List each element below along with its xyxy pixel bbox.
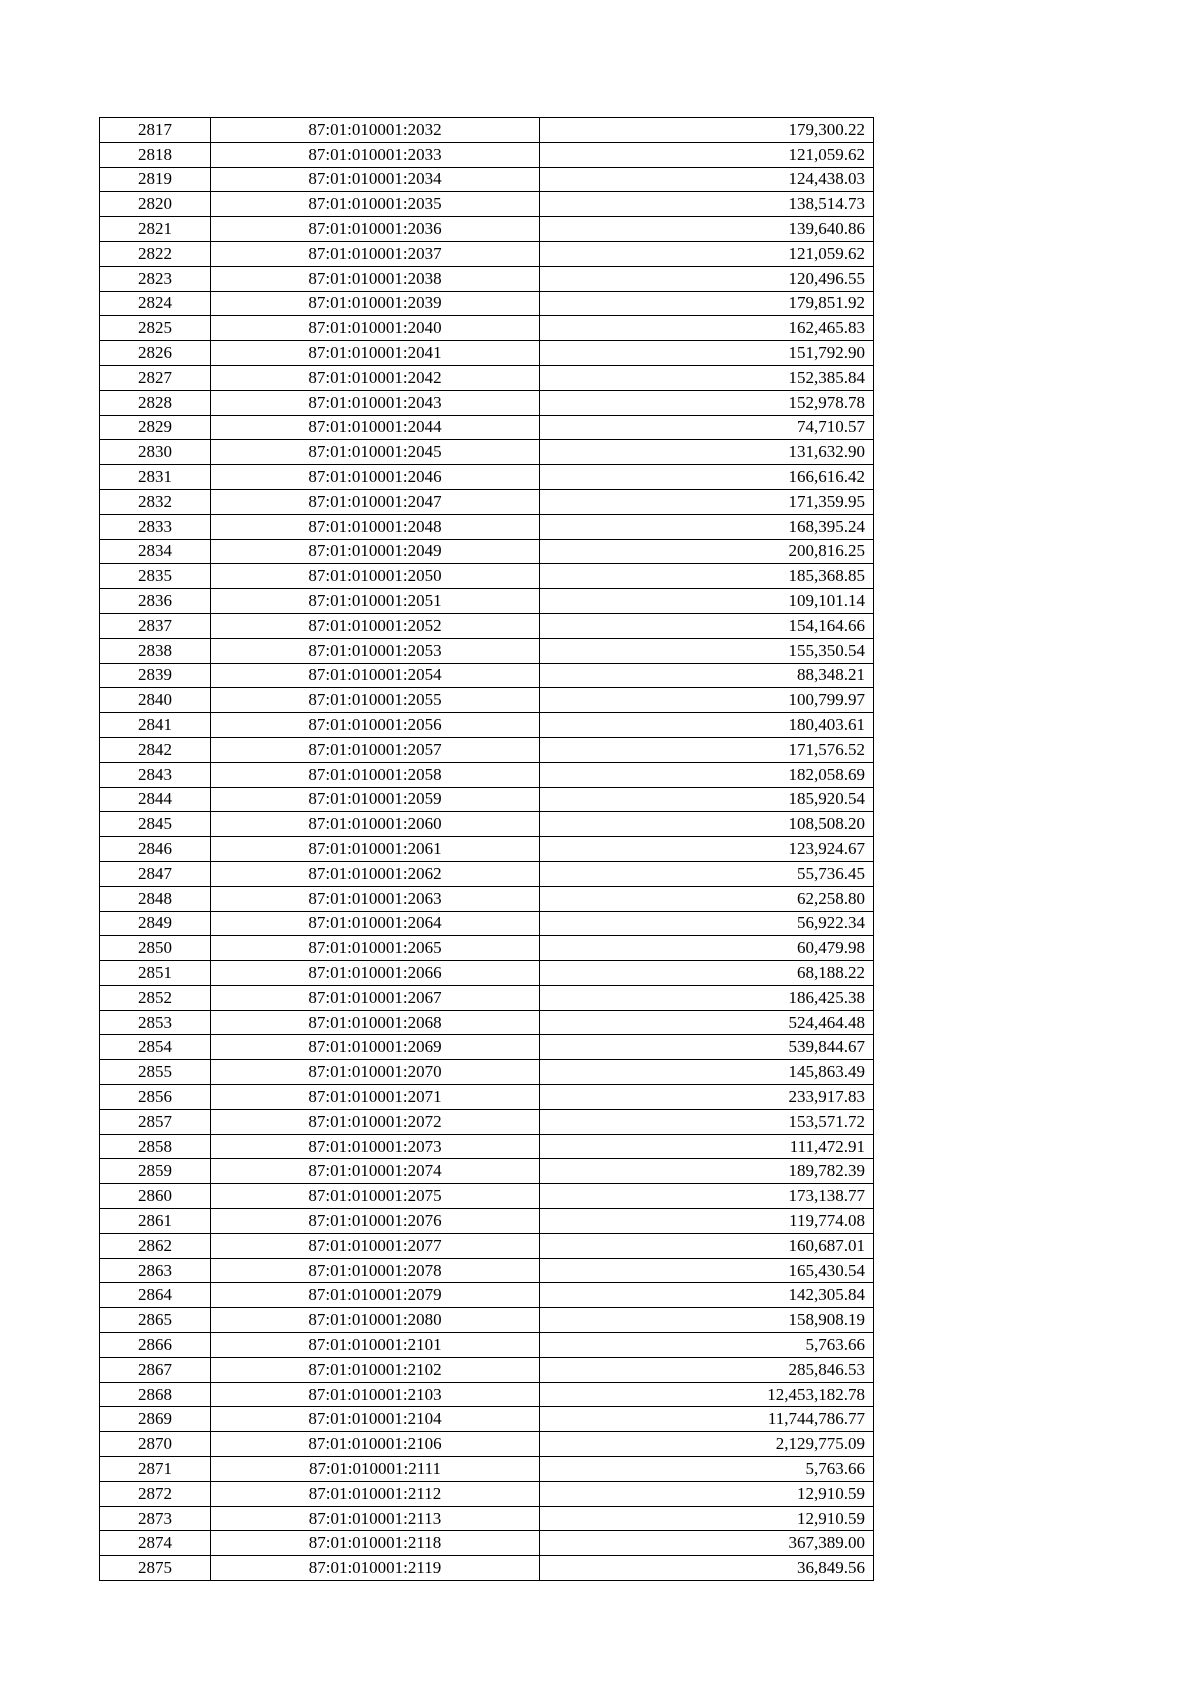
table-row [100, 737, 874, 762]
table-row [100, 1184, 874, 1209]
row-number-cell: 2826 [100, 341, 211, 366]
cadastral-number-cell: 87:01:010001:2062 [211, 861, 540, 886]
table-row [100, 812, 874, 837]
cadastral-value-cell: 12,910.59 [540, 1481, 874, 1506]
cadastral-number-cell: 87:01:010001:2071 [211, 1085, 540, 1110]
cadastral-value-cell: 36,849.56 [540, 1556, 874, 1581]
table-row [100, 1283, 874, 1308]
cadastral-value-cell: 151,792.90 [540, 341, 874, 366]
cadastral-value-cell: 180,403.61 [540, 713, 874, 738]
cadastral-number-cell: 87:01:010001:2032 [211, 118, 540, 143]
row-number-cell: 2853 [100, 1010, 211, 1035]
cadastral-number-cell: 87:01:010001:2101 [211, 1333, 540, 1358]
row-number-cell: 2859 [100, 1159, 211, 1184]
cadastral-number-cell: 87:01:010001:2035 [211, 192, 540, 217]
cadastral-value-cell: 100,799.97 [540, 688, 874, 713]
table-row [100, 1357, 874, 1382]
row-number-cell: 2817 [100, 118, 211, 143]
cadastral-number-cell: 87:01:010001:2041 [211, 341, 540, 366]
cadastral-number-cell: 87:01:010001:2112 [211, 1481, 540, 1506]
row-number-cell: 2856 [100, 1085, 211, 1110]
cadastral-value-cell: 131,632.90 [540, 440, 874, 465]
cadastral-value-cell: 119,774.08 [540, 1209, 874, 1234]
row-number-cell: 2858 [100, 1134, 211, 1159]
table-row [100, 1085, 874, 1110]
table-row [100, 341, 874, 366]
cadastral-value-cell: 12,910.59 [540, 1506, 874, 1531]
cadastral-value-cell: 162,465.83 [540, 316, 874, 341]
cadastral-value-cell: 185,368.85 [540, 564, 874, 589]
row-number-cell: 2851 [100, 961, 211, 986]
table-row [100, 291, 874, 316]
row-number-cell: 2821 [100, 217, 211, 242]
cadastral-number-cell: 87:01:010001:2053 [211, 638, 540, 663]
row-number-cell: 2852 [100, 985, 211, 1010]
table-row [100, 1308, 874, 1333]
table-row [100, 1481, 874, 1506]
table-row [100, 638, 874, 663]
cadastral-value-cell: 5,763.66 [540, 1333, 874, 1358]
cadastral-value-cell: 200,816.25 [540, 539, 874, 564]
row-number-cell: 2819 [100, 167, 211, 192]
cadastral-number-cell: 87:01:010001:2038 [211, 266, 540, 291]
cadastral-value-cell: 123,924.67 [540, 837, 874, 862]
row-number-cell: 2871 [100, 1457, 211, 1482]
cadastral-value-cell: 2,129,775.09 [540, 1432, 874, 1457]
cadastral-value-cell: 152,978.78 [540, 390, 874, 415]
row-number-cell: 2818 [100, 142, 211, 167]
cadastral-value-cell: 185,920.54 [540, 787, 874, 812]
cadastral-value-cell: 524,464.48 [540, 1010, 874, 1035]
cadastral-number-cell: 87:01:010001:2113 [211, 1506, 540, 1531]
row-number-cell: 2842 [100, 737, 211, 762]
cadastral-number-cell: 87:01:010001:2033 [211, 142, 540, 167]
row-number-cell: 2863 [100, 1258, 211, 1283]
cadastral-value-cell: 152,385.84 [540, 365, 874, 390]
table-row [100, 118, 874, 143]
table-body [100, 118, 874, 1581]
cadastral-value-cell: 539,844.67 [540, 1035, 874, 1060]
table-row [100, 1556, 874, 1581]
row-number-cell: 2823 [100, 266, 211, 291]
table-row [100, 1432, 874, 1457]
cadastral-number-cell: 87:01:010001:2048 [211, 514, 540, 539]
cadastral-number-cell: 87:01:010001:2060 [211, 812, 540, 837]
row-number-cell: 2862 [100, 1233, 211, 1258]
row-number-cell: 2869 [100, 1407, 211, 1432]
row-number-cell: 2822 [100, 241, 211, 266]
cadastral-value-cell: 179,300.22 [540, 118, 874, 143]
row-number-cell: 2870 [100, 1432, 211, 1457]
table-row [100, 415, 874, 440]
row-number-cell: 2830 [100, 440, 211, 465]
cadastral-value-cell: 182,058.69 [540, 762, 874, 787]
row-number-cell: 2831 [100, 465, 211, 490]
cadastral-value-cell: 138,514.73 [540, 192, 874, 217]
row-number-cell: 2845 [100, 812, 211, 837]
cadastral-value-cell: 145,863.49 [540, 1060, 874, 1085]
row-number-cell: 2865 [100, 1308, 211, 1333]
cadastral-number-cell: 87:01:010001:2055 [211, 688, 540, 713]
cadastral-number-cell: 87:01:010001:2045 [211, 440, 540, 465]
table-row [100, 613, 874, 638]
cadastral-value-cell: 74,710.57 [540, 415, 874, 440]
cadastral-number-cell: 87:01:010001:2059 [211, 787, 540, 812]
row-number-cell: 2857 [100, 1109, 211, 1134]
cadastral-number-cell: 87:01:010001:2065 [211, 936, 540, 961]
cadastral-number-cell: 87:01:010001:2061 [211, 837, 540, 862]
cadastral-value-cell: 367,389.00 [540, 1531, 874, 1556]
cadastral-number-cell: 87:01:010001:2036 [211, 217, 540, 242]
row-number-cell: 2854 [100, 1035, 211, 1060]
cadastral-number-cell: 87:01:010001:2106 [211, 1432, 540, 1457]
table-row [100, 1233, 874, 1258]
row-number-cell: 2864 [100, 1283, 211, 1308]
cadastral-value-cell: 155,350.54 [540, 638, 874, 663]
row-number-cell: 2824 [100, 291, 211, 316]
cadastral-number-cell: 87:01:010001:2054 [211, 663, 540, 688]
cadastral-value-cell: 108,508.20 [540, 812, 874, 837]
table-row [100, 1010, 874, 1035]
table-row [100, 465, 874, 490]
row-number-cell: 2837 [100, 613, 211, 638]
cadastral-number-cell: 87:01:010001:2064 [211, 911, 540, 936]
row-number-cell: 2860 [100, 1184, 211, 1209]
cadastral-number-cell: 87:01:010001:2052 [211, 613, 540, 638]
cadastral-value-cell: 168,395.24 [540, 514, 874, 539]
cadastral-number-cell: 87:01:010001:2102 [211, 1357, 540, 1382]
cadastral-value-cell: 171,576.52 [540, 737, 874, 762]
row-number-cell: 2827 [100, 365, 211, 390]
cadastral-value-cell: 124,438.03 [540, 167, 874, 192]
cadastral-number-cell: 87:01:010001:2073 [211, 1134, 540, 1159]
cadastral-value-cell: 173,138.77 [540, 1184, 874, 1209]
cadastral-value-cell: 189,782.39 [540, 1159, 874, 1184]
cadastral-value-cell: 121,059.62 [540, 241, 874, 266]
row-number-cell: 2867 [100, 1357, 211, 1382]
row-number-cell: 2866 [100, 1333, 211, 1358]
row-number-cell: 2836 [100, 589, 211, 614]
table-row [100, 713, 874, 738]
table-row [100, 266, 874, 291]
row-number-cell: 2844 [100, 787, 211, 812]
row-number-cell: 2840 [100, 688, 211, 713]
cadastral-value-cell: 121,059.62 [540, 142, 874, 167]
cadastral-value-cell: 153,571.72 [540, 1109, 874, 1134]
cadastral-value-cell: 111,472.91 [540, 1134, 874, 1159]
table-row [100, 1333, 874, 1358]
cadastral-number-cell: 87:01:010001:2077 [211, 1233, 540, 1258]
table-row [100, 489, 874, 514]
cadastral-value-cell: 55,736.45 [540, 861, 874, 886]
table-row [100, 886, 874, 911]
row-number-cell: 2841 [100, 713, 211, 738]
table-row [100, 589, 874, 614]
cadastral-number-cell: 87:01:010001:2080 [211, 1308, 540, 1333]
cadastral-number-cell: 87:01:010001:2074 [211, 1159, 540, 1184]
cadastral-number-cell: 87:01:010001:2068 [211, 1010, 540, 1035]
table-row [100, 241, 874, 266]
row-number-cell: 2832 [100, 489, 211, 514]
cadastral-number-cell: 87:01:010001:2063 [211, 886, 540, 911]
cadastral-number-cell: 87:01:010001:2104 [211, 1407, 540, 1432]
cadastral-value-cell: 285,846.53 [540, 1357, 874, 1382]
cadastral-value-cell: 154,164.66 [540, 613, 874, 638]
table-row [100, 1457, 874, 1482]
cadastral-value-cell: 12,453,182.78 [540, 1382, 874, 1407]
cadastral-number-cell: 87:01:010001:2056 [211, 713, 540, 738]
row-number-cell: 2828 [100, 390, 211, 415]
cadastral-number-cell: 87:01:010001:2067 [211, 985, 540, 1010]
row-number-cell: 2833 [100, 514, 211, 539]
cadastral-value-cell: 160,687.01 [540, 1233, 874, 1258]
cadastral-value-cell: 158,908.19 [540, 1308, 874, 1333]
cadastral-value-cell: 62,258.80 [540, 886, 874, 911]
table-row [100, 961, 874, 986]
cadastral-value-cell: 120,496.55 [540, 266, 874, 291]
cadastral-value-cell: 139,640.86 [540, 217, 874, 242]
table-row [100, 539, 874, 564]
row-number-cell: 2850 [100, 936, 211, 961]
table-row [100, 514, 874, 539]
table-row [100, 564, 874, 589]
cadastral-value-cell: 166,616.42 [540, 465, 874, 490]
table-row [100, 861, 874, 886]
cadastral-number-cell: 87:01:010001:2040 [211, 316, 540, 341]
cadastral-value-table [99, 117, 874, 1581]
table-row [100, 787, 874, 812]
cadastral-number-cell: 87:01:010001:2070 [211, 1060, 540, 1085]
row-number-cell: 2855 [100, 1060, 211, 1085]
row-number-cell: 2873 [100, 1506, 211, 1531]
row-number-cell: 2829 [100, 415, 211, 440]
cadastral-value-cell: 109,101.14 [540, 589, 874, 614]
table-row [100, 192, 874, 217]
table-row [100, 688, 874, 713]
cadastral-value-cell: 186,425.38 [540, 985, 874, 1010]
cadastral-value-cell: 233,917.83 [540, 1085, 874, 1110]
cadastral-number-cell: 87:01:010001:2066 [211, 961, 540, 986]
table-row [100, 1035, 874, 1060]
row-number-cell: 2835 [100, 564, 211, 589]
cadastral-value-cell: 60,479.98 [540, 936, 874, 961]
table-row [100, 1109, 874, 1134]
row-number-cell: 2843 [100, 762, 211, 787]
row-number-cell: 2872 [100, 1481, 211, 1506]
table-row [100, 663, 874, 688]
cadastral-number-cell: 87:01:010001:2078 [211, 1258, 540, 1283]
cadastral-number-cell: 87:01:010001:2047 [211, 489, 540, 514]
cadastral-number-cell: 87:01:010001:2044 [211, 415, 540, 440]
cadastral-value-cell: 165,430.54 [540, 1258, 874, 1283]
row-number-cell: 2846 [100, 837, 211, 862]
cadastral-number-cell: 87:01:010001:2069 [211, 1035, 540, 1060]
cadastral-number-cell: 87:01:010001:2076 [211, 1209, 540, 1234]
table-row [100, 316, 874, 341]
table-row [100, 390, 874, 415]
row-number-cell: 2849 [100, 911, 211, 936]
cadastral-number-cell: 87:01:010001:2034 [211, 167, 540, 192]
cadastral-number-cell: 87:01:010001:2042 [211, 365, 540, 390]
table-row [100, 440, 874, 465]
row-number-cell: 2874 [100, 1531, 211, 1556]
table-row [100, 365, 874, 390]
cadastral-number-cell: 87:01:010001:2039 [211, 291, 540, 316]
table-row [100, 1407, 874, 1432]
row-number-cell: 2848 [100, 886, 211, 911]
cadastral-value-cell: 142,305.84 [540, 1283, 874, 1308]
cadastral-number-cell: 87:01:010001:2075 [211, 1184, 540, 1209]
row-number-cell: 2875 [100, 1556, 211, 1581]
table-row [100, 1258, 874, 1283]
cadastral-number-cell: 87:01:010001:2057 [211, 737, 540, 762]
row-number-cell: 2834 [100, 539, 211, 564]
table-row [100, 1209, 874, 1234]
table-row [100, 1531, 874, 1556]
row-number-cell: 2847 [100, 861, 211, 886]
row-number-cell: 2838 [100, 638, 211, 663]
table-row [100, 1159, 874, 1184]
table-row [100, 167, 874, 192]
cadastral-value-cell: 68,188.22 [540, 961, 874, 986]
cadastral-number-cell: 87:01:010001:2037 [211, 241, 540, 266]
row-number-cell: 2825 [100, 316, 211, 341]
row-number-cell: 2861 [100, 1209, 211, 1234]
row-number-cell: 2839 [100, 663, 211, 688]
cadastral-value-cell: 179,851.92 [540, 291, 874, 316]
cadastral-number-cell: 87:01:010001:2118 [211, 1531, 540, 1556]
cadastral-number-cell: 87:01:010001:2072 [211, 1109, 540, 1134]
table-row [100, 1060, 874, 1085]
table-row [100, 1134, 874, 1159]
cadastral-value-cell: 11,744,786.77 [540, 1407, 874, 1432]
cadastral-number-cell: 87:01:010001:2051 [211, 589, 540, 614]
table-row [100, 1506, 874, 1531]
row-number-cell: 2820 [100, 192, 211, 217]
table-row [100, 837, 874, 862]
cadastral-value-cell: 5,763.66 [540, 1457, 874, 1482]
cadastral-number-cell: 87:01:010001:2111 [211, 1457, 540, 1482]
table-row [100, 1382, 874, 1407]
cadastral-number-cell: 87:01:010001:2079 [211, 1283, 540, 1308]
cadastral-number-cell: 87:01:010001:2058 [211, 762, 540, 787]
cadastral-number-cell: 87:01:010001:2043 [211, 390, 540, 415]
cadastral-number-cell: 87:01:010001:2046 [211, 465, 540, 490]
cadastral-value-cell: 171,359.95 [540, 489, 874, 514]
table-row [100, 142, 874, 167]
cadastral-value-cell: 88,348.21 [540, 663, 874, 688]
cadastral-number-cell: 87:01:010001:2049 [211, 539, 540, 564]
cadastral-number-cell: 87:01:010001:2050 [211, 564, 540, 589]
table-row [100, 936, 874, 961]
table-row [100, 985, 874, 1010]
table-row [100, 762, 874, 787]
table-row [100, 217, 874, 242]
table-row [100, 911, 874, 936]
row-number-cell: 2868 [100, 1382, 211, 1407]
cadastral-number-cell: 87:01:010001:2103 [211, 1382, 540, 1407]
cadastral-value-cell: 56,922.34 [540, 911, 874, 936]
cadastral-number-cell: 87:01:010001:2119 [211, 1556, 540, 1581]
